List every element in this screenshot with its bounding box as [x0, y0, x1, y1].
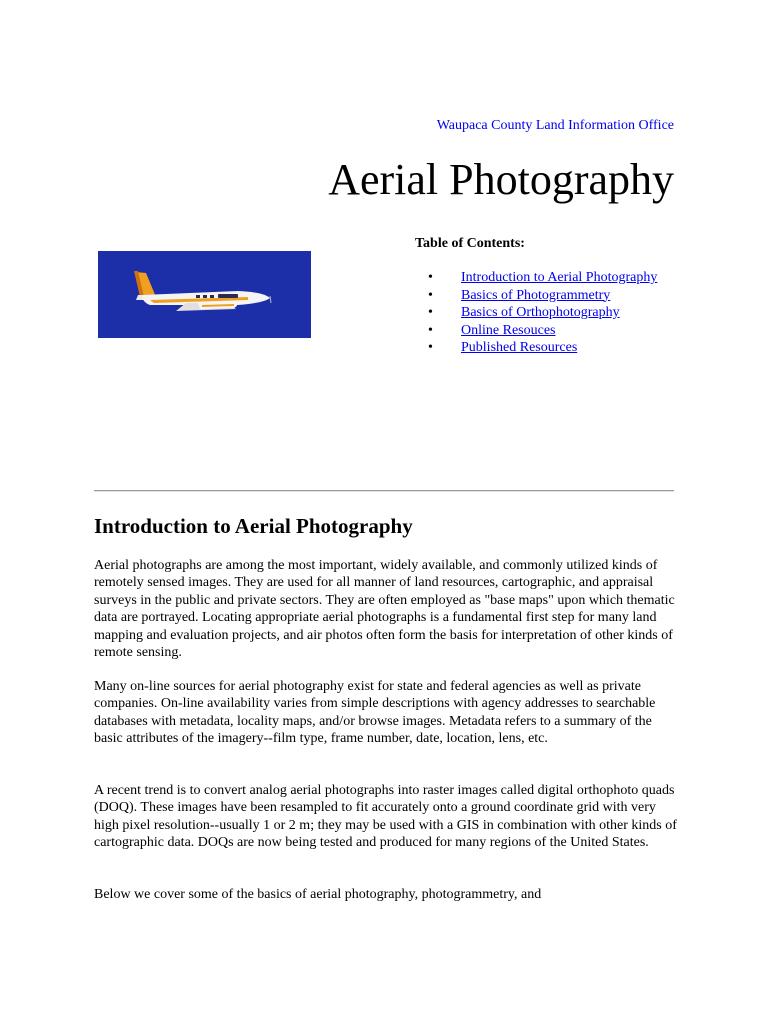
toc-item	[415, 269, 675, 287]
toc-item	[415, 339, 675, 357]
page-title: Aerial Photography	[328, 155, 674, 204]
body-paragraph: Aerial photographs are among the most important, widely available, and commonly utilized kinds of remotely sensed images. They are used for all manner of land resources, cartographic, and appraisal surveys in the public and private sectors. They are often employed as "base maps" upon which thematic data are portrayed. Locating appropriate aerial photographs is a fundamental first step for many land mapping and evaluation projects, and air photos often form the basis for interpretation of other kinds of remote sensing.	[94, 558, 675, 661]
bullet-icon: •	[428, 322, 433, 338]
org-link[interactable]: Waupaca County Land Information Office	[436, 118, 674, 133]
section-divider	[94, 490, 674, 492]
toc-link-photogrammetry[interactable]: Basics of Photogrammetry	[461, 287, 611, 303]
toc-item	[415, 322, 675, 340]
body-paragraph: Many on-line sources for aerial photography exist for state and federal agencies as well as private companies. On-line availability varies from simple descriptions with agency addresses to searchable databases with metadata, locality maps, and/or browse images. Metadata refers to a summary of the basic attributes of the imagery--film type, frame number, date, location, lens, etc.	[94, 679, 656, 747]
body-paragraph: Below we cover some of the basics of aerial photography, photogrammetry, and	[94, 887, 542, 902]
section-title: Introduction to Aerial Photography	[94, 514, 413, 538]
bullet-icon: •	[428, 305, 433, 320]
toc-list	[415, 269, 675, 357]
toc-link-online-resources[interactable]: Online Resouces	[461, 322, 556, 338]
toc-item	[415, 304, 675, 322]
bullet-icon: •	[428, 270, 433, 285]
airplane-icon	[98, 251, 311, 338]
toc-heading: Table of Contents:	[415, 236, 525, 251]
airplane-photo	[98, 251, 311, 338]
toc-item	[415, 287, 675, 305]
toc-link-orthophotography[interactable]: Basics of Orthophotography	[461, 305, 620, 320]
bullet-icon: •	[428, 287, 433, 303]
toc-link-published-resources[interactable]: Published Resources	[461, 340, 578, 355]
body-paragraph: A recent trend is to convert analog aerial photographs into raster images called digital orthophoto quads (DOQ). These images have been resampled to fit accurately onto a ground coordinate grid with very high pixel resolution--usually 1 or 2 m; they may be used with a GIS in combination with other kinds of cartographic data. DOQs are now being tested and produced for many regions of the United States.	[94, 783, 677, 851]
toc-link-introduction[interactable]: Introduction to Aerial Photography	[461, 270, 658, 285]
bullet-icon: •	[428, 340, 433, 355]
